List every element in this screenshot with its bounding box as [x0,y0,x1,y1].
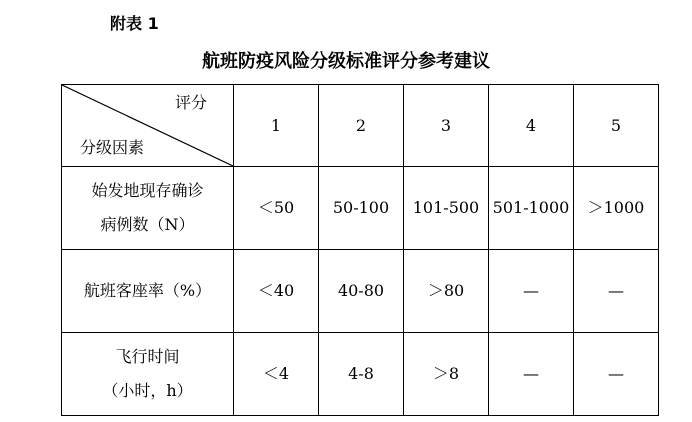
value-cell: ＜50 [234,167,319,250]
factor-label: 航班客座率（%） [83,281,212,300]
value-cell: 501-1000 [489,167,574,250]
factor-cell [62,250,234,333]
table-title: 航班防疫风险分级标准评分参考建议 [202,51,490,72]
value-cell: ＞1000 [574,167,659,250]
table-row [62,250,659,333]
score-header-cell: 2 [319,85,404,167]
grading-table [61,84,659,416]
value-cell: 101-500 [404,167,489,250]
table-row [62,333,659,416]
table-row [62,167,659,250]
header-row [62,85,659,167]
value-cell: — [574,250,659,333]
factor-cell [62,333,234,416]
value-cell: 50-100 [319,167,404,250]
value-cell: ＞8 [404,333,489,416]
score-header-cell: 4 [489,85,574,167]
value-cell: ＜40 [234,250,319,333]
factor-label: （小时，h） [102,381,193,400]
factor-label: 病例数（N） [100,215,195,234]
corner-score-label: 评分 [174,93,207,112]
factor-cell [62,167,234,250]
value-cell: — [574,333,659,416]
corner-header-cell [62,85,234,167]
factor-label: 飞行时间 [115,347,180,366]
score-header-cell: 5 [574,85,659,167]
score-header-cell: 3 [404,85,489,167]
corner-factor-label: 分级因素 [80,138,145,157]
appendix-label: 附表 1 [110,14,159,33]
value-cell: — [489,333,574,416]
value-cell: 40-80 [319,250,404,333]
value-cell: 4-8 [319,333,404,416]
value-cell: ＜4 [234,333,319,416]
value-cell: — [489,250,574,333]
factor-label: 始发地现存确诊 [91,181,204,200]
value-cell: ＞80 [404,250,489,333]
score-header-cell: 1 [234,85,319,167]
